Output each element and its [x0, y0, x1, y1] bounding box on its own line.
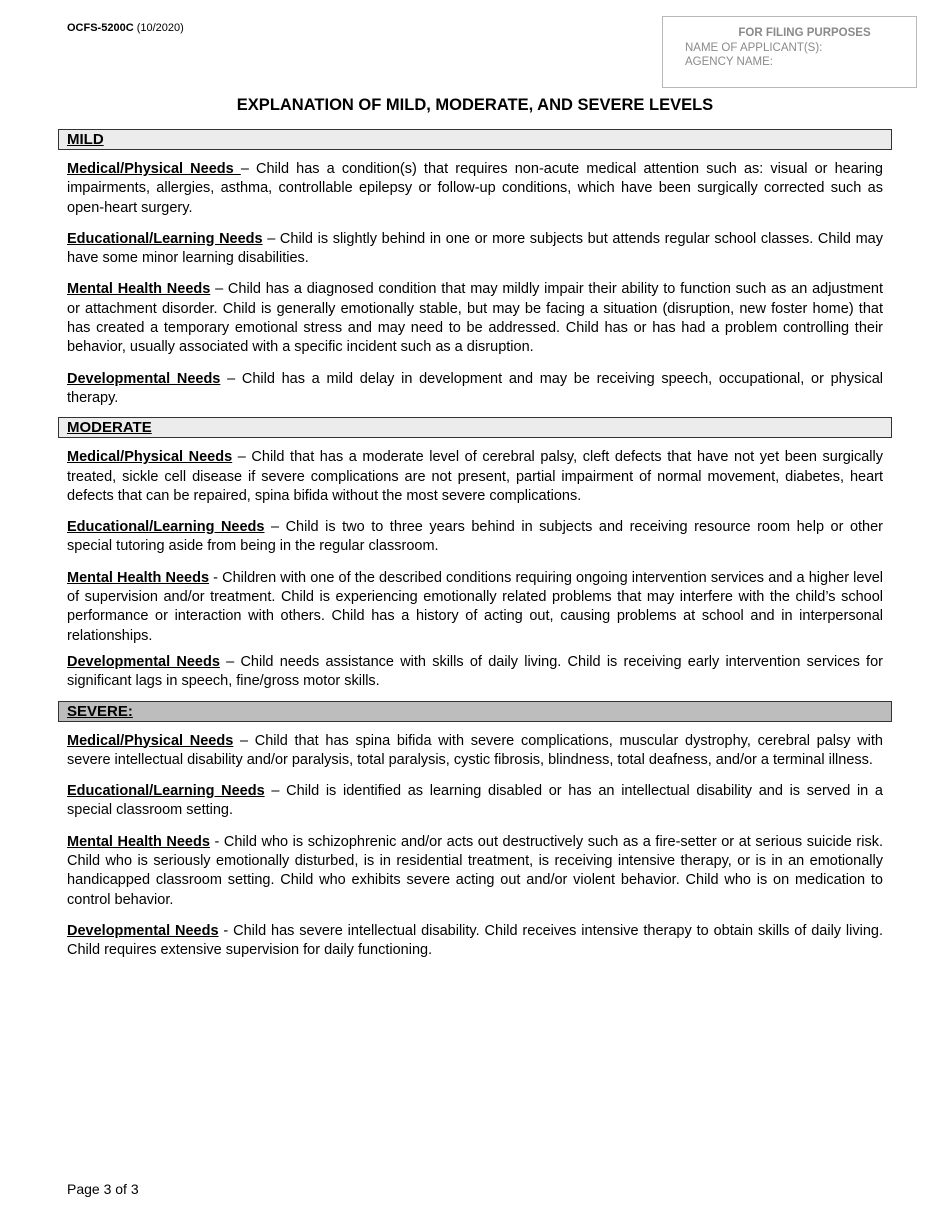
entry-label: Developmental Needs: [67, 370, 221, 387]
mild-educational-needs: [58, 230, 892, 269]
moderate-developmental-needs: [58, 653, 892, 692]
entry-label: Medical/Physical Needs: [67, 732, 234, 749]
entry-text: – Child has a condition(s) that requires non-acute medical attention such as: visual or hearing impairments, allergies, asthma, controllable epilepsy or follow-up conditions, which have been surgically corrected such as open-heart surgery.: [67, 161, 883, 216]
filing-purposes-box: [662, 16, 917, 88]
level-header-severe: [58, 701, 892, 722]
page-number: Page 3 of 3: [67, 1181, 139, 1197]
severe-medical-needs: [58, 732, 892, 771]
filing-box-title: FOR FILING PURPOSES: [738, 27, 871, 39]
entry-text: - Child has severe intellectual disability. Child receives intensive therapy to obtain skills of daily living. Child requires extensive supervision for daily functioning.: [67, 922, 883, 959]
mild-mental-health-needs: [58, 280, 892, 357]
level-heading: MILD: [67, 131, 104, 148]
level-heading: SEVERE:: [67, 702, 133, 720]
level-heading: MODERATE: [67, 419, 152, 437]
levels-content: [58, 129, 892, 961]
entry-text: – Child has a mild delay in development and may be receiving speech, occupational, or physical therapy.: [67, 370, 883, 406]
moderate-medical-needs: [58, 448, 892, 506]
entry-label: Developmental Needs: [67, 922, 219, 939]
entry-text: – Child is two to three years behind in subjects and receiving resource room help or other special tutoring aside from being in the regular classroom.: [67, 519, 883, 555]
severe-educational-needs: [58, 782, 892, 821]
document-title: EXPLANATION OF MILD, MODERATE, AND SEVERE LEVELS: [236, 96, 714, 114]
entry-label: Mental Health Needs: [67, 569, 210, 586]
entry-text: – Child is slightly behind in one or more subjects but attends regular school classes. Child may have some minor learning disabilities.: [67, 230, 883, 267]
entry-text: – Child needs assistance with skills of daily living. Child is receiving early intervention services for significant lags in speech, fine/gross motor skills.: [67, 653, 883, 690]
entry-label: Educational/Learning Needs: [67, 783, 265, 800]
entry-label: Educational/Learning Needs: [67, 230, 263, 247]
mild-medical-needs: [58, 160, 892, 218]
entry-label: Developmental Needs: [67, 653, 220, 670]
entry-text: - Child who is schizophrenic and/or acts out destructively such as a fire-setter or at serious suicide risk. Child who is seriously emotionally disturbed, is in residential treatment, is receiving intensive therapy, or is in an emotionally handicapped classroom setting. Child who exhibits severe acting out and/or violent behavior. Child who is on medication to control behavior.: [67, 833, 883, 908]
entry-label: Educational/Learning Needs: [67, 519, 265, 536]
moderate-mental-health-needs: [58, 569, 892, 646]
entry-label: Mental Health Needs: [67, 833, 210, 850]
form-code: OCFS-5200C: [67, 22, 134, 34]
entry-text: – Child that has spina bifida with severe complications, muscular dystrophy, cerebral palsy with severe intellectual disability and/or paralysis, total paralysis, cystic fibrosis, blindness, total deafness, and/or a terminal illness.: [67, 732, 883, 768]
entry-label: Mental Health Needs: [67, 281, 211, 298]
form-identifier: [67, 22, 184, 35]
entry-text: - Children with one of the described conditions requiring ongoing intervention services and a higher level of supervision and/or treatment. Child is experiencing emotionally related problems that may interfere with the child’s school performance or interaction with others. Child has a history of acting out, causing problems at school and in interpersonal relationships.: [67, 569, 883, 644]
level-header-mild: [58, 129, 892, 150]
entry-text: – Child that has a moderate level of cerebral palsy, cleft defects that have not yet been surgically treated, sickle cell disease if severe complications are not present, partial impairment of normal movement, diabetes, heart defects that can be repaired, spina bifida without the most severe complications.: [67, 449, 883, 504]
moderate-educational-needs: [58, 518, 892, 557]
agency-name-label: AGENCY NAME:: [685, 56, 773, 68]
entry-label: Medical/Physical Needs: [67, 449, 233, 466]
form-version: (10/2020): [136, 22, 184, 34]
entry-text: – Child is identified as learning disabled or has an intellectual disability and is served in a special classroom setting.: [67, 783, 883, 819]
severe-developmental-needs: [58, 922, 892, 961]
severe-mental-health-needs: [58, 833, 892, 910]
mild-developmental-needs: [58, 370, 892, 409]
level-header-moderate: [58, 417, 892, 438]
entry-label: Medical/Physical Needs: [67, 161, 241, 177]
entry-text: – Child has a diagnosed condition that may mildly impair their ability to function such as an adjustment or attachment disorder. Child is generally emotionally stable, but may be facing a situation (disruption, new foster home) that has created a temporary emotional stress and may need to be addressed. Child has or has had a problem controlling their behavior, usually associated with a specific incident such as a disruption.: [67, 281, 883, 356]
applicant-name-label: NAME OF APPLICANT(S):: [685, 42, 823, 54]
